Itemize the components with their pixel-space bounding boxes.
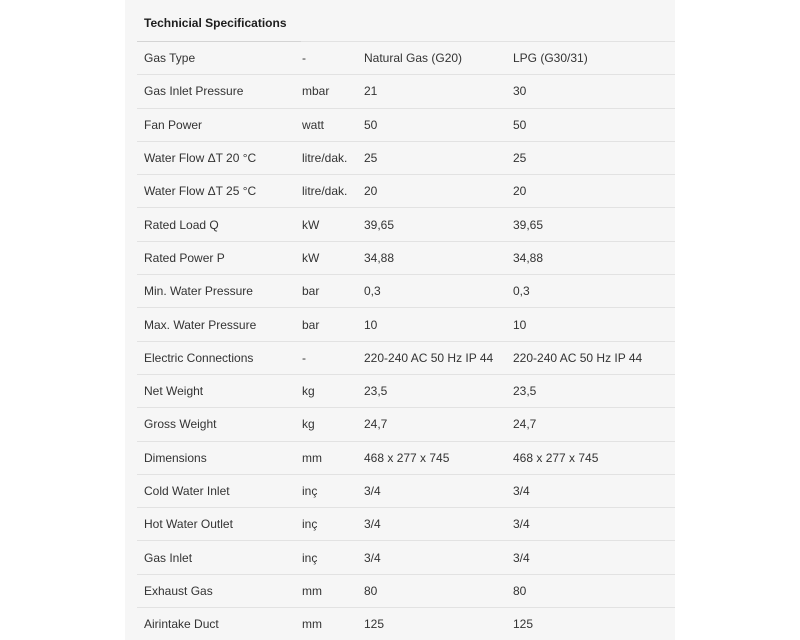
natural-gas-value-cell: 24,7 (357, 408, 506, 441)
parameter-cell: Net Weight (137, 374, 295, 407)
lpg-value-cell: LPG (G30/31) (506, 42, 675, 75)
unit-cell: mbar (295, 75, 357, 108)
lpg-value-cell: 34,88 (506, 241, 675, 274)
natural-gas-value-cell: 23,5 (357, 374, 506, 407)
unit-cell: inç (295, 474, 357, 507)
table-row (137, 108, 675, 141)
table-row (137, 474, 675, 507)
unit-cell: - (295, 341, 357, 374)
lpg-value-cell: 220-240 AC 50 Hz IP 44 (506, 341, 675, 374)
parameter-cell: Fan Power (137, 108, 295, 141)
table-row (137, 241, 675, 274)
unit-cell: kW (295, 208, 357, 241)
table-row (137, 341, 675, 374)
lpg-value-cell: 39,65 (506, 208, 675, 241)
table-row (137, 75, 675, 108)
lpg-value-cell: 20 (506, 175, 675, 208)
lpg-value-cell: 3/4 (506, 474, 675, 507)
lpg-value-cell: 125 (513, 617, 534, 632)
lpg-value-cell: 25 (506, 141, 675, 174)
specifications-panel (125, 0, 675, 640)
natural-gas-value-cell: 3/4 (357, 474, 506, 507)
lpg-value-cell: 0,3 (506, 275, 675, 308)
parameter-cell: Rated Load Q (137, 208, 295, 241)
parameter-cell: Rated Power P (137, 241, 295, 274)
table-row (137, 574, 675, 607)
table-row (137, 441, 675, 474)
parameter-cell: Gas Inlet Pressure (137, 75, 295, 108)
parameter-cell: Min. Water Pressure (137, 275, 295, 308)
table-row (137, 541, 675, 574)
unit-cell: inç (295, 541, 357, 574)
natural-gas-value-cell: Natural Gas (G20) (357, 42, 506, 75)
parameter-cell: Dimensions (137, 441, 295, 474)
parameter-cell: Hot Water Outlet (137, 508, 295, 541)
specifications-table (137, 42, 675, 640)
natural-gas-value-cell: 125 (364, 617, 385, 632)
parameter-cell: Gross Weight (137, 408, 295, 441)
parameter-cell: Airintake Duct (144, 617, 219, 632)
natural-gas-value-cell: 3/4 (357, 541, 506, 574)
lpg-value-cell: 10 (506, 308, 675, 341)
natural-gas-value-cell: 3/4 (357, 508, 506, 541)
table-row (137, 308, 675, 341)
natural-gas-value-cell: 50 (357, 108, 506, 141)
specifications-table-body (137, 42, 675, 640)
parameter-cell: Electric Connections (137, 341, 295, 374)
unit-cell: - (295, 42, 357, 75)
lpg-value-cell: 50 (506, 108, 675, 141)
table-row (137, 42, 675, 75)
parameter-cell: Gas Inlet (137, 541, 295, 574)
natural-gas-value-cell: 20 (357, 175, 506, 208)
unit-cell: mm (295, 574, 357, 607)
table-row (137, 374, 675, 407)
lpg-value-cell: 3/4 (506, 508, 675, 541)
specifications-title: Technicial Specifications (144, 16, 287, 30)
lpg-value-cell: 468 x 277 x 745 (506, 441, 675, 474)
lpg-value-cell: 80 (506, 574, 675, 607)
unit-cell: litre/dak. (295, 175, 357, 208)
specifications-heading-row (137, 0, 675, 42)
natural-gas-value-cell: 10 (357, 308, 506, 341)
natural-gas-value-cell: 0,3 (357, 275, 506, 308)
parameter-cell: Water Flow ΔT 20 °C (137, 141, 295, 174)
parameter-cell: Water Flow ΔT 25 °C (137, 175, 295, 208)
unit-cell: litre/dak. (295, 141, 357, 174)
unit-cell: inç (295, 508, 357, 541)
lpg-value-cell: 23,5 (506, 374, 675, 407)
table-row (137, 508, 675, 541)
parameter-cell: Max. Water Pressure (137, 308, 295, 341)
table-row (137, 408, 675, 441)
table-row (137, 275, 675, 308)
lpg-value-cell: 24,7 (506, 408, 675, 441)
unit-cell: watt (295, 108, 357, 141)
unit-cell: kg (295, 374, 357, 407)
natural-gas-value-cell: 25 (357, 141, 506, 174)
natural-gas-value-cell: 220-240 AC 50 Hz IP 44 (357, 341, 506, 374)
parameter-cell: Cold Water Inlet (137, 474, 295, 507)
lpg-value-cell: 3/4 (506, 541, 675, 574)
natural-gas-value-cell: 39,65 (357, 208, 506, 241)
unit-cell: kg (295, 408, 357, 441)
table-row (137, 175, 675, 208)
parameter-cell: Gas Type (137, 42, 295, 75)
table-row (137, 141, 675, 174)
unit-cell: bar (295, 275, 357, 308)
natural-gas-value-cell: 21 (357, 75, 506, 108)
unit-cell: mm (295, 441, 357, 474)
unit-cell: kW (295, 241, 357, 274)
table-row (137, 608, 675, 640)
natural-gas-value-cell: 80 (357, 574, 506, 607)
lpg-value-cell: 30 (506, 75, 675, 108)
unit-cell: mm (302, 617, 322, 632)
unit-cell: bar (295, 308, 357, 341)
table-row (137, 208, 675, 241)
natural-gas-value-cell: 468 x 277 x 745 (357, 441, 506, 474)
natural-gas-value-cell: 34,88 (357, 241, 506, 274)
parameter-cell: Exhaust Gas (137, 574, 295, 607)
